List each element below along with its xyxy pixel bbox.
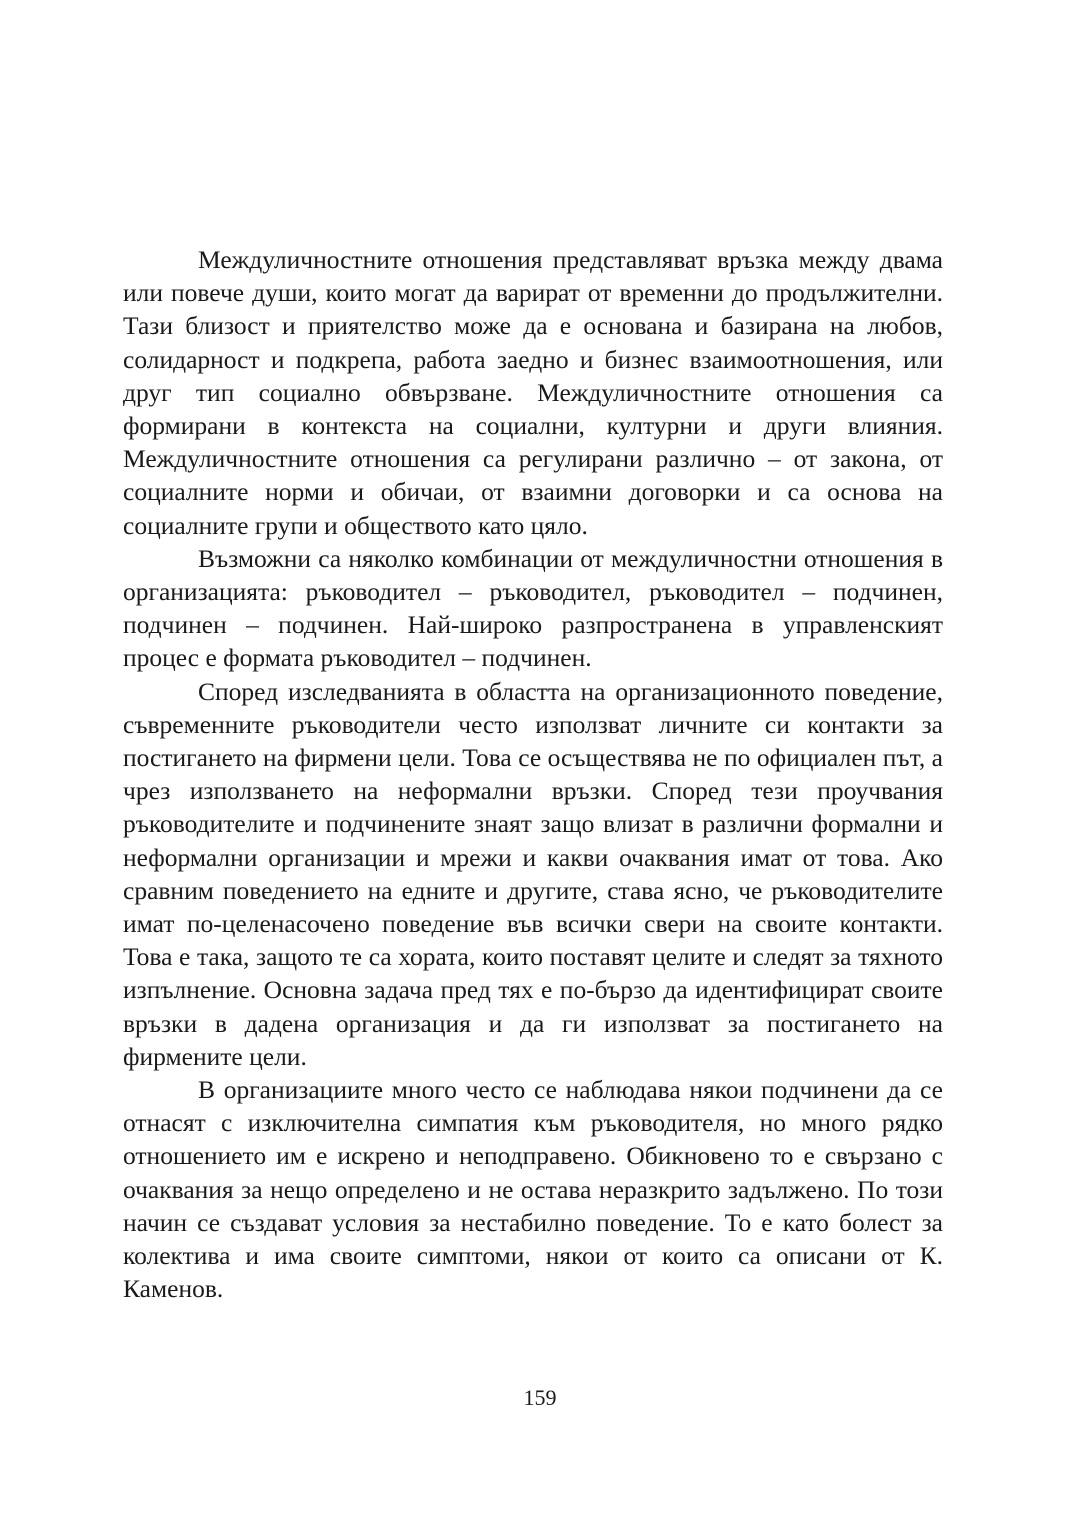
- paragraph-1: Междуличностните отношения представляват връзка между двама или повече души, които могат да варират от временни до продължителни. Тази близост и приятелство може да е основана и базирана на любов, солидарност и подкрепа, работа заедно и бизнес взаимоотношения, или друг тип социално обвързване. Междуличностните отношения са формирани в контекста на социални, културни и други влияния. Междуличностните отношения са регулирани различно – от закона, от социалните норми и обичаи, от взаимни договорки и са основа на социалните групи и обществото като цяло.: [123, 245, 943, 540]
- paragraph-4: В организациите много често се наблюдава някои подчинени да се отнасят с изключителна симпатия към ръководителя, но много рядко отношението им е искрено и неподправено. Обикновено то е свързано с очаквания за нещо определено и не остава неразкрито задължено. По този начин се създават условия за нестабилно поведение. То е като болест за колектива и има своите симптоми, някои от които са описани от К. Каменов.: [123, 1075, 943, 1304]
- paragraph-3: Според изследванията в областта на организационното поведение, съвременните ръководители често използват личните си контакти за постигането на фирмени цели. Това се осъществява не по официален път, а чрез използването на неформални връзки. Според тези проучвания ръководителите и подчинените знаят защо влизат в различни формални и неформални организации и мрежи и какви очаквания имат от това. Ако сравним поведението на едните и другите, става ясно, че ръководителите имат по-целенасочено поведение във всички свери на своите контакти. Това е така, защото те са хората, които поставят целите и следят за тяхното изпълнение. Основна задача пред тях е по-бързо да идентифицират своите връзки в дадена организация и да ги използват за постигането на фирмените цели.: [123, 676, 943, 1071]
- body-text: [123, 243, 943, 1306]
- paragraph-2: Възможни са няколко комбинации от междуличностни отношения в организацията: ръководител – ръководител, ръководител – подчинен, подчинен – подчинен. Най-широко разпространена в управленският процес е формата ръководител – подчинен.: [123, 543, 943, 673]
- page-number: 159: [523, 1385, 557, 1410]
